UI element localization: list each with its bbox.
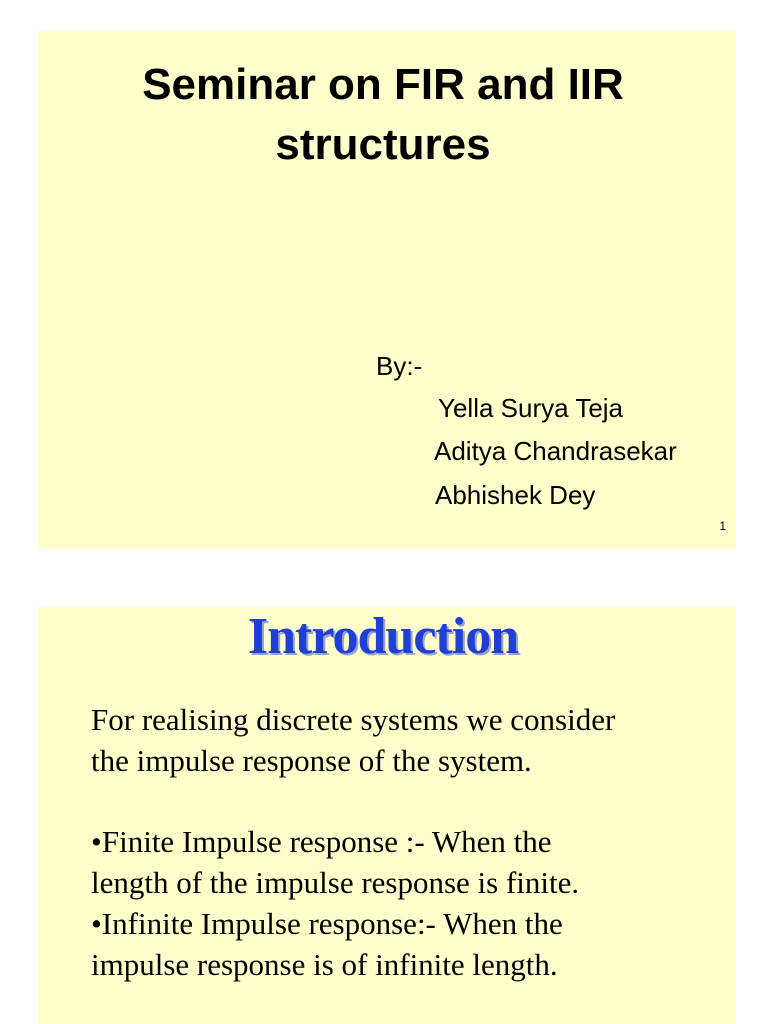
- author-3: Abhishek Dey: [435, 480, 596, 510]
- intro-paragraph: [91, 699, 721, 781]
- author-2: Aditya Chandrasekar: [434, 436, 677, 466]
- intro-paragraph-line-1: For realising discrete systems we consider: [91, 702, 616, 737]
- bullet-finite-line-2: length of the impulse response is finite.: [91, 865, 580, 900]
- bullet-finite: [91, 821, 721, 903]
- by-label: By:-: [376, 351, 423, 381]
- slide-number: 1: [719, 519, 726, 533]
- bullet-infinite-line-1: •Infinite Impulse response:- When the: [91, 906, 563, 941]
- bullet-finite-line-1: •Finite Impulse response :- When the: [91, 824, 552, 859]
- slide-title-line-1: Seminar on FIR and IIR: [142, 60, 624, 109]
- bullet-infinite-line-2: impulse response is of infinite length.: [91, 947, 558, 982]
- slide-title-line-2: structures: [275, 120, 491, 169]
- slide-title: [38, 55, 728, 175]
- title-slide: [38, 31, 736, 549]
- intro-paragraph-line-2: the impulse response of the system.: [91, 743, 532, 778]
- introduction-title: Introduction: [247, 608, 519, 665]
- introduction-slide: [38, 607, 736, 1024]
- bullet-infinite: [91, 903, 721, 985]
- author-1: Yella Surya Teja: [438, 393, 624, 423]
